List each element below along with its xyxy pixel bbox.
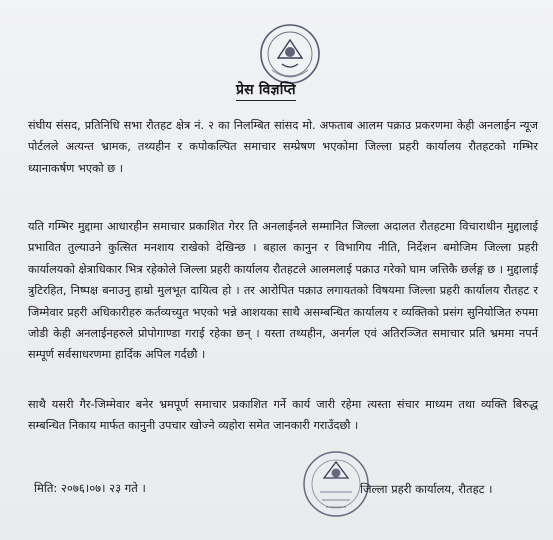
signoff-office: जिल्ला प्रहरी कार्यालय, रौतहट । bbox=[360, 482, 493, 496]
paragraph-3: साथै यसरी गैर-जिम्मेवार बनेर भ्रमपूर्ण समाचार प्रकाशित गर्ने कार्य जारी रहेमा त्यस्ता संचार माध्यम तथा व्यक्ति बिरुद्ध सम्बन्धित निकाय मार्फत कानुनी उपचार खोज्ने व्यहोरा समेत जानकारी गराउँदछौ । bbox=[28, 398, 538, 433]
date-line: मिति: २०७६।०७। २३ गते । bbox=[34, 481, 146, 495]
paragraph-2: यति गम्भिर मुद्दामा आधारहीन समाचार प्रकाशित गेरर ति अनलाईनले सम्मानित जिल्ला अदालत रौतहटमा विचाराधीन मुद्दालाई प्रभावित तुल्याउने कुत्सित मनशाय राखेको देखिन्छ । बहाल कानुन र विभागिय नीति, निर्देशन बमोजिम जिल्ला प्रहरी कार्यालयको क्षेत्राधिकार भित्र रहेकोले जिल्ला प्रहरी कार्यालय रौतहटले आलमलाई पक्राउ गरेको घाम जत्तिकै छर्लङ्ग छ । मुद्दालाई त्रुटिरहित, निष्पक्ष बनाउनु हाम्रो मुलभूत दायित्व हो । तर आरोपित पक्राउ लगायतको विषयमा जिल्ला प्रहरी कार्यालय रौतहट र जिम्मेवार प्रहरी अधिकारीहरु कर्तव्यच्युत भएको भन्ने आशयका साथै असम्बन्धित कार्यालय र व्यक्तिको प्रसंग सुनियोजित रुपमा जोडी केही अनलाईनहरुले प्रोपोगाण्डा गराई रहेका छन् । यस्ता तथ्यहीन, अनर्गल एवं अतिरञ्जित समाचार प्रति भ्रममा नपर्न सम्पूर्ण सर्वसाधरणमा हार्दिक अपिल गर्दछौ । bbox=[28, 220, 538, 362]
document-title: प्रेस विज्ञप्ति bbox=[236, 80, 296, 101]
police-seal-top-logo bbox=[258, 22, 322, 86]
paragraph-1: संघीय संसद, प्रतिनिधि सभा रौतहट क्षेत्र नं. २ का निलम्बित सांसद मो. अफताब आलम पक्राउ प्रकरणमा केही अनलाईन न्यूज पोर्टलले अत्यन्त भ्रामक, तथ्यहीन र कपोकल्पित समाचार सम्प्रेषण भएकोमा जिल्ला प्रहरी कार्यालय रौतहटको गम्भिर ध्यानाकर्षण भएको छ । bbox=[28, 119, 538, 175]
